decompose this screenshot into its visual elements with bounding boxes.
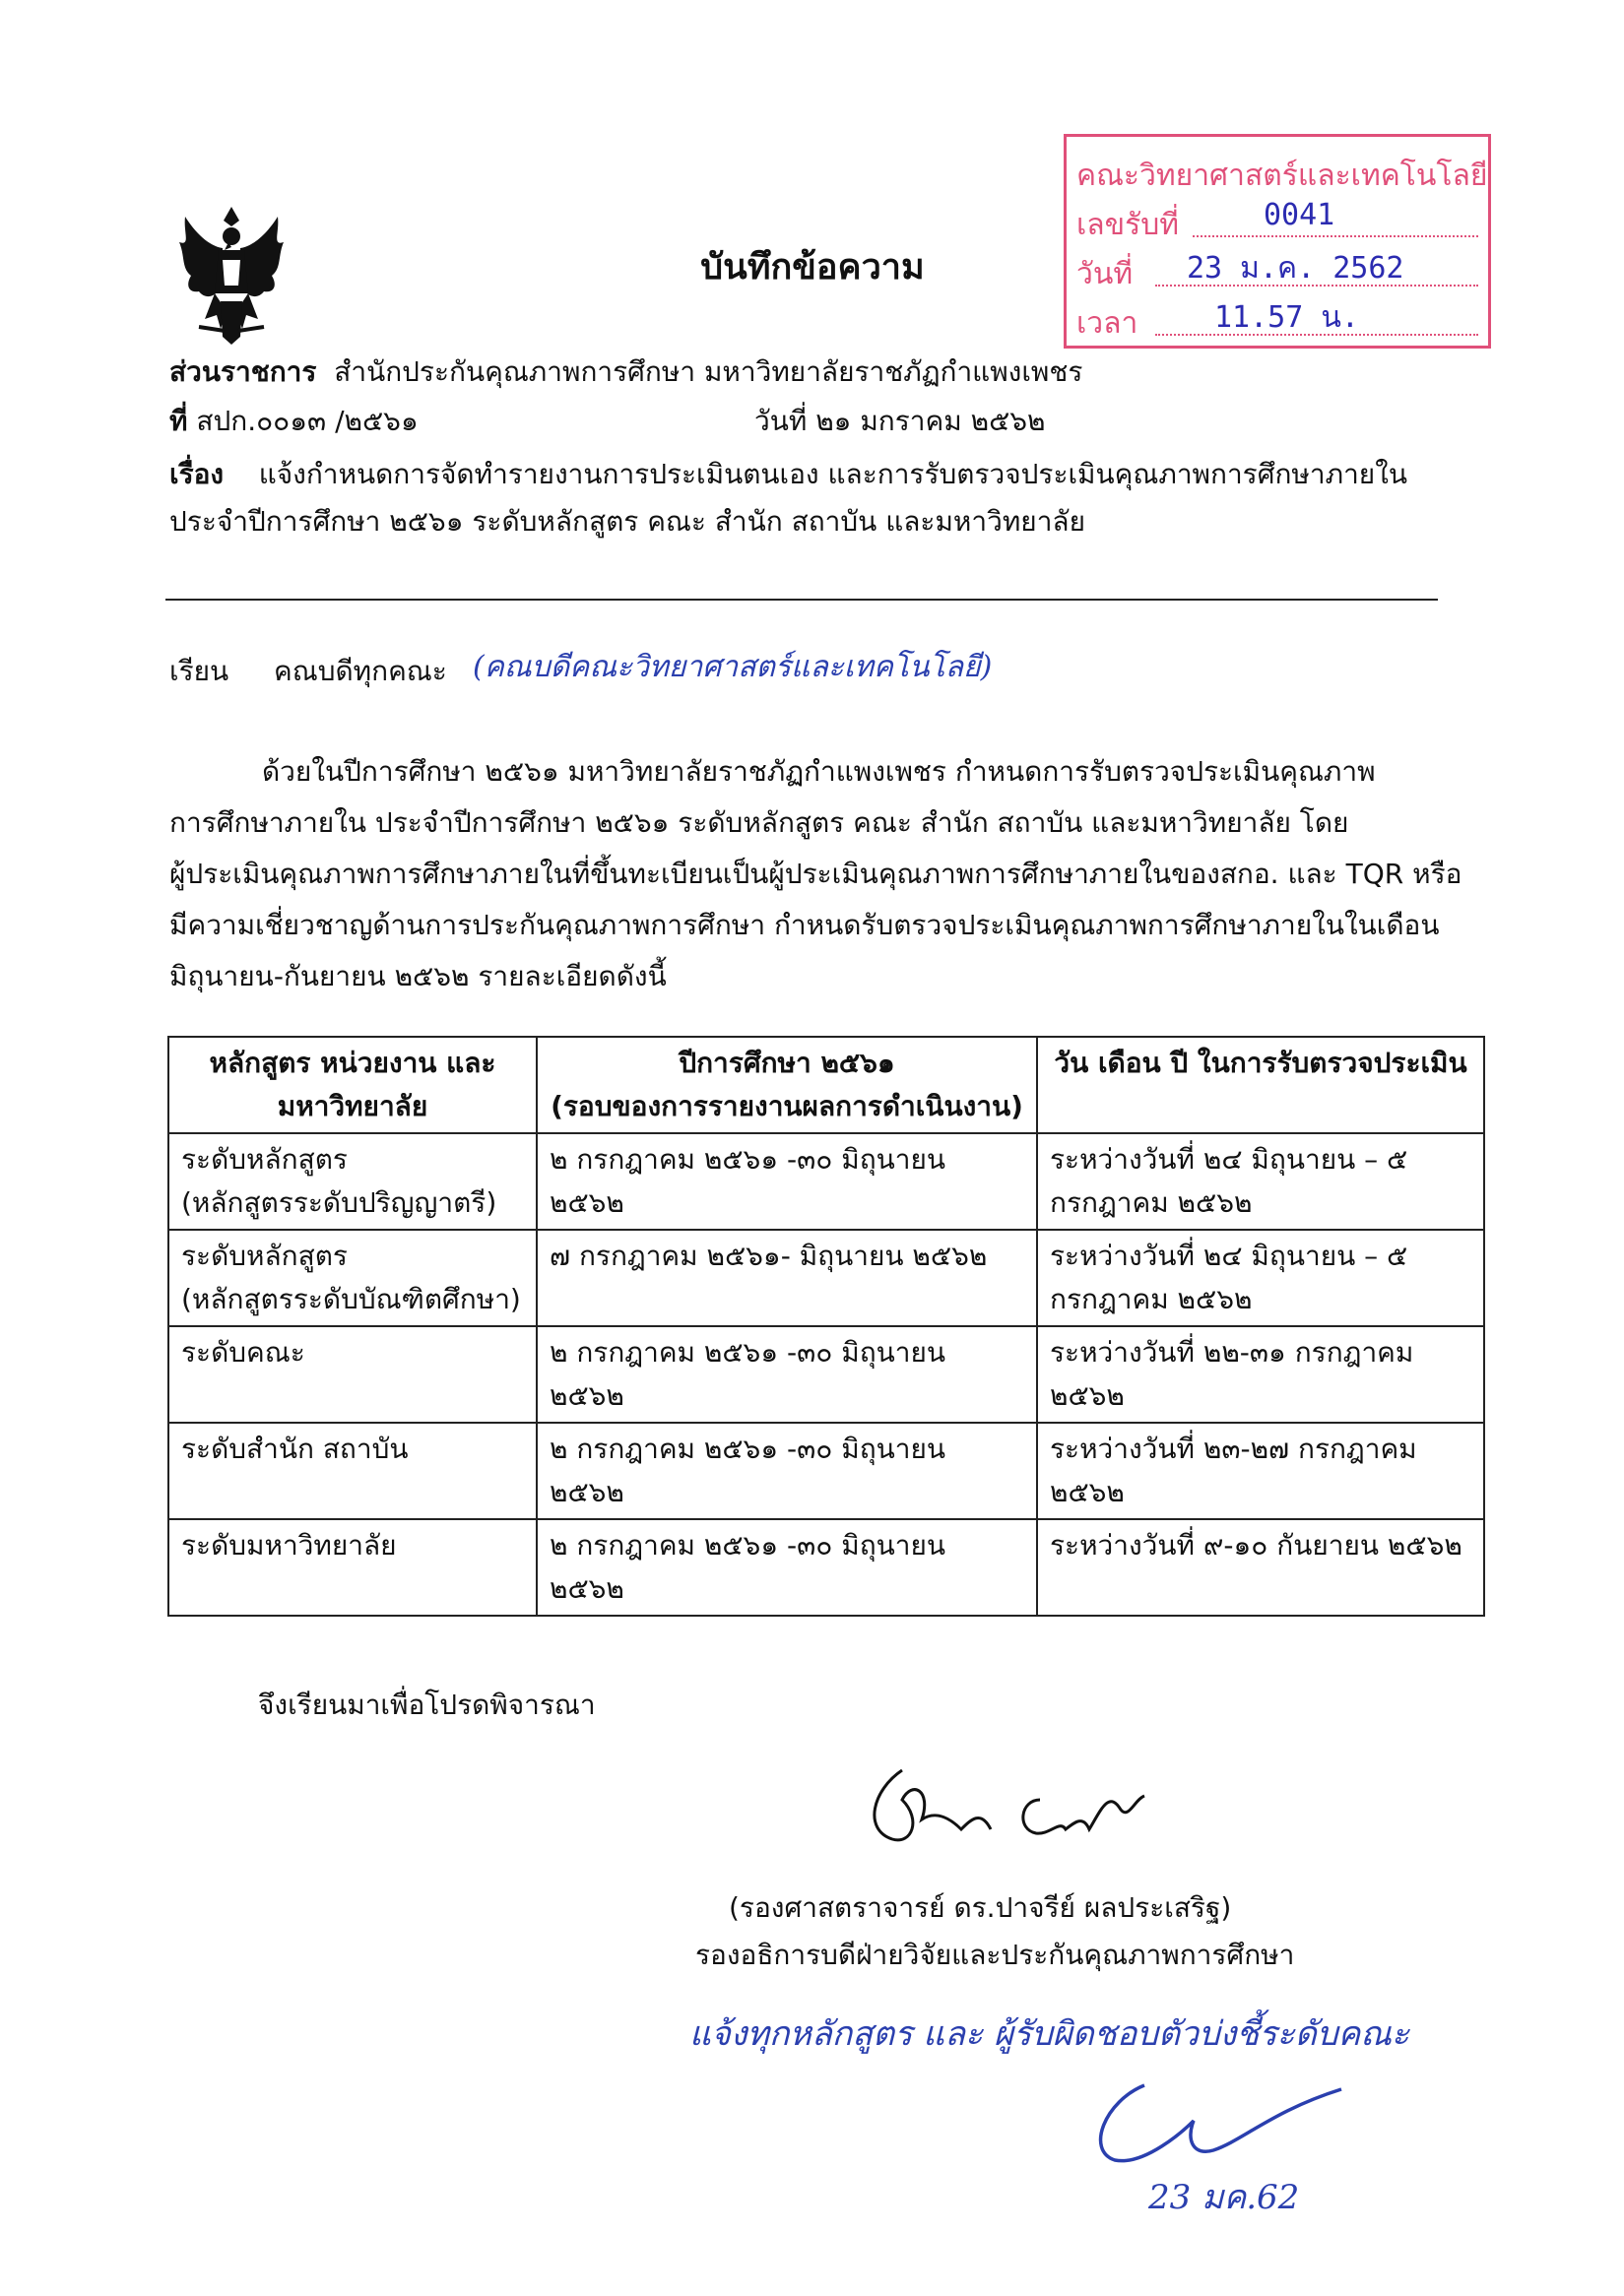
salutation-value: คณบดีทุกคณะ — [274, 655, 447, 687]
cell-date: ระหว่างวันที่ ๒๔ มิถุนายน – ๕ กรกฎาคม ๒๕๖๒ — [1037, 1230, 1484, 1326]
cell-date: ระหว่างวันที่ ๒๒-๓๑ กรกฎาคม ๒๕๖๒ — [1037, 1326, 1484, 1423]
salutation-handwritten: (คณบดีคณะวิทยาศาสตร์และเทคโนโลยี) — [473, 650, 993, 684]
body-line-4: มีความเชี่ยวชาญด้านการประกันคุณภาพการศึกษา กำหนดรับตรวจประเมินคุณภาพการศึกษาภายในในเดือน — [169, 909, 1440, 941]
stamp-number-value: 0041 — [1264, 198, 1335, 232]
table-header-row — [168, 1037, 1484, 1133]
table-row — [168, 1423, 1484, 1519]
cell-period: ๒ กรกฎาคม ๒๕๖๑ -๓๐ มิถุนายน ๒๕๖๒ — [537, 1423, 1037, 1519]
header-academic-year: ปีการศึกษา ๒๕๖๑ (รอบของการรายงานผลการดำเนินงาน) — [537, 1037, 1037, 1133]
cell-date: ระหว่างวันที่ ๒๔ มิถุนายน – ๕ กรกฎาคม ๒๕๖๒ — [1037, 1133, 1484, 1230]
cell-period: ๒ กรกฎาคม ๒๕๖๑ -๓๐ มิถุนายน ๒๕๖๒ — [537, 1133, 1037, 1230]
closing-text: จึงเรียนมาเพื่อโปรดพิจารณา — [258, 1689, 596, 1721]
subject-label: เรื่อง — [169, 458, 225, 490]
handwritten-note: แจ้งทุกหลักสูตร และ ผู้รับผิดชอบตัวบ่งชี้ระดับคณะ — [689, 2014, 1409, 2054]
cell-unit: ระดับคณะ — [168, 1326, 537, 1423]
initials-icon — [1075, 2072, 1351, 2180]
garuda-emblem-icon — [169, 203, 293, 347]
signer-title: รองอธิการบดีฝ่ายวิจัยและประกันคุณภาพการศึกษา — [695, 1939, 1295, 1971]
agency-label: ส่วนราชการ — [169, 355, 317, 388]
body-line-5: มิถุนายน-กันยายน ๒๕๖๒ รายละเอียดดังนี้ — [169, 960, 667, 992]
header-divider — [165, 599, 1438, 601]
salutation-label: เรียน — [169, 655, 229, 687]
stamp-org: คณะวิทยาศาสตร์และเทคโนโลยี — [1076, 159, 1488, 193]
receiving-stamp — [1064, 134, 1491, 349]
stamp-date-label: วันที่ — [1076, 257, 1134, 291]
subject-text-1: แจ้งกำหนดการจัดทำรายงานการประเมินตนเอง และการรับตรวจประเมินคุณภาพการศึกษาภายใน — [258, 458, 1408, 490]
reference-label: ที่ — [169, 405, 188, 437]
stamp-date-value: 23 ม.ค. 2562 — [1187, 251, 1404, 286]
body-line-2: การศึกษาภายใน ประจำปีการศึกษา ๒๕๖๑ ระดับหลักสูตร คณะ สำนัก สถาบัน และมหาวิทยาลัย โดย — [169, 806, 1349, 839]
cell-unit: ระดับมหาวิทยาลัย — [168, 1519, 537, 1616]
cell-date: ระหว่างวันที่ ๙-๑๐ กันยายน ๒๕๖๒ — [1037, 1519, 1484, 1616]
cell-unit: ระดับหลักสูตร (หลักสูตรระดับปริญญาตรี) — [168, 1133, 537, 1230]
signature-icon — [843, 1751, 1158, 1859]
agency-value: สำนักประกันคุณภาพการศึกษา มหาวิทยาลัยราชภัฏกำแพงเพชร — [334, 355, 1083, 388]
subject-text-2: ประจำปีการศึกษา ๒๕๖๑ ระดับหลักสูตร คณะ สำนัก สถาบัน และมหาวิทยาลัย — [169, 505, 1085, 538]
signer-name: (รองศาสตราจารย์ ดร.ปาจรีย์ ผลประเสริฐ) — [729, 1891, 1232, 1924]
stamp-time-label: เวลา — [1076, 306, 1138, 341]
cell-period: ๒ กรกฎาคม ๒๕๖๑ -๓๐ มิถุนายน ๒๕๖๒ — [537, 1519, 1037, 1616]
cell-unit: ระดับหลักสูตร (หลักสูตรระดับบัณฑิตศึกษา) — [168, 1230, 537, 1326]
cell-period: ๗ กรกฎาคม ๒๕๖๑- มิถุนายน ๒๕๖๒ — [537, 1230, 1037, 1326]
table-row — [168, 1326, 1484, 1423]
schedule-table — [167, 1036, 1485, 1617]
table-row — [168, 1519, 1484, 1616]
reference-line — [169, 402, 419, 441]
stamp-time-value: 11.57 น. — [1214, 300, 1359, 335]
body-line-3: ผู้ประเมินคุณภาพการศึกษาภายในที่ขึ้นทะเบียนเป็นผู้ประเมินคุณภาพการศึกษาภายในของสกอ. และ TQR หรือ — [169, 858, 1462, 890]
header-assessment-date: วัน เดือน ปี ในการรับตรวจประเมิน — [1037, 1037, 1484, 1133]
subject-line — [169, 455, 1407, 494]
header-unit: หลักสูตร หน่วยงาน และ มหาวิทยาลัย — [168, 1037, 537, 1133]
table-row — [168, 1230, 1484, 1326]
stamp-number-label: เลขรับที่ — [1076, 208, 1180, 242]
cell-date: ระหว่างวันที่ ๒๓-๒๗ กรกฎาคม ๒๕๖๒ — [1037, 1423, 1484, 1519]
body-line-1: ด้วยในปีการศึกษา ๒๕๖๑ มหาวิทยาลัยราชภัฏกำแพงเพชร กำหนดการรับตรวจประเมินคุณภาพ — [262, 755, 1376, 788]
table-row — [168, 1133, 1484, 1230]
cell-unit: ระดับสำนัก สถาบัน — [168, 1423, 537, 1519]
handwritten-date: 23 มค.62 — [1148, 2178, 1300, 2217]
reference-value: สปก.๐๐๑๓ /๒๕๖๑ — [196, 405, 419, 437]
cell-period: ๒ กรกฎาคม ๒๕๖๑ -๓๐ มิถุนายน ๒๕๖๒ — [537, 1326, 1037, 1423]
memo-title: บันทึกข้อความ — [700, 247, 925, 287]
memo-date: วันที่ ๒๑ มกราคม ๒๕๖๒ — [754, 405, 1046, 437]
agency-line — [169, 352, 1082, 392]
